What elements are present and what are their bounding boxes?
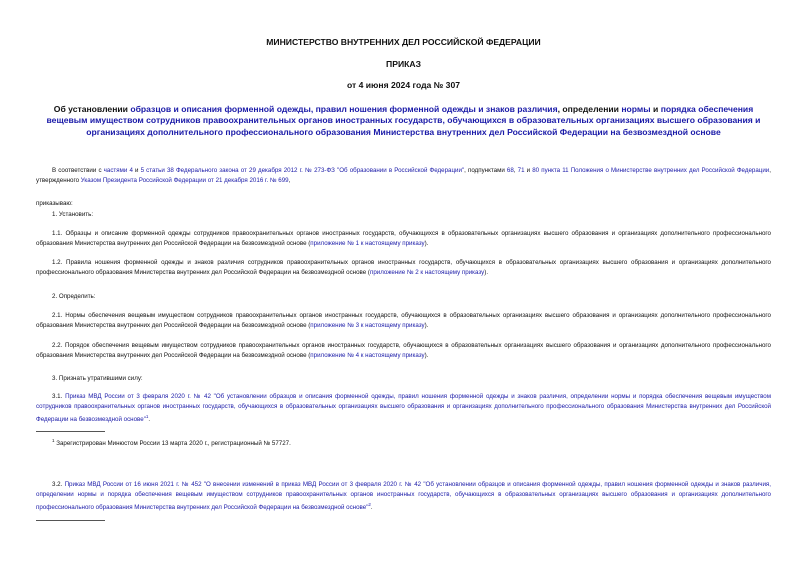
link-subpoint-71[interactable]: 71 — [517, 167, 525, 174]
footnote-divider — [36, 431, 105, 432]
footnote-divider-2 — [36, 520, 105, 521]
text: ). — [424, 240, 429, 248]
link-subpoint-68[interactable]: 68 — [506, 167, 514, 174]
footnote-text: Зарегистрирован Минюстом России 13 марта 2020 г., регистрационный № 57727. — [54, 440, 291, 448]
paragraph-3-2 — [36, 480, 771, 514]
link-appendix-4[interactable]: приложение № 4 к настоящему приказу — [310, 352, 425, 360]
title-link-procedure[interactable]: порядка обеспечения вещевым имуществом сотрудников правоохранительных органов иностранных государств, обучающихся в образовательных организациях высшего образования и организациях дополнительного профессионального образования Министерства внутренних дел Российской Федерации на безвозмездной основе — [46, 104, 761, 137]
section-1-heading: 1. Установить: — [52, 211, 94, 218]
link-appendix-1[interactable]: приложение № 1 к настоящему приказу — [310, 240, 425, 248]
paragraph-1-2 — [36, 258, 771, 278]
title-link-samples[interactable]: образцов и описания форменной одежды, правил ношения форменной одежды и знаков различия — [130, 104, 558, 114]
paragraph-2-1 — [36, 311, 771, 331]
link-order-42[interactable]: Приказ МВД России от 3 февраля 2020 г. № 42 "Об установлении образцов и описания форменной одежды, правил ношения форменной одежды и знаков различия, определении нормы и порядка обеспечения вещевым имуществом сотрудников правоохранительных органов иностранных государств, обучающихся в образовательных организациях высшего образования и организациях дополнительного профессионального образования Министерства внутренних дел Российской Федерации на безвозмездной основе" — [36, 393, 771, 424]
text: 1.2. Правила ношения форменной одежды и знаков различия сотрудников правоохранительных органов иностранных государств, обучающихся в образовательных организациях высшего образования и организациях дополнительного профессионального образования Министерства внутренних дел Российской Федерации на безвозмездной основе ( — [36, 259, 771, 277]
footnote-1 — [52, 436, 291, 449]
text: 1.1. Образцы и описание форменной одежды сотрудников правоохранительных органов иностранных государств, обучающихся в образовательных организациях высшего образования и организациях дополнительного профессионального образования Министерства внутренних дел Российской Федерации на безвозмездной основе ( — [36, 230, 771, 248]
link-order-452[interactable]: Приказ МВД России от 16 июня 2021 г. № 452 "О внесении изменений в приказ МВД России от 3 февраля 2020 г. № 42 "Об установлении образцов и описания форменной одежды, правил ношения форменной одежды и знаков различия, определении нормы и порядка обеспечения вещевым имуществом сотрудников правоохранительных органов иностранных государств, обучающихся в образовательных организациях высшего образования и организациях дополнительного профессионального образования Министерства внутренних дел Российской Федерации на безвозмездной основе" — [36, 481, 771, 512]
text: ). — [424, 322, 429, 330]
text: 3.1. — [52, 393, 66, 400]
text: ). — [484, 269, 489, 277]
title-link-norm[interactable]: нормы — [621, 104, 651, 114]
title-text: Об установлении — [53, 104, 131, 114]
document-title — [36, 104, 771, 138]
text: . — [148, 416, 151, 424]
text: 3.2. — [52, 481, 65, 488]
link-regulation[interactable]: 80 пункта 11 Положения о Министерстве внутренних дел Российской Федерации — [532, 167, 770, 174]
link-law-parts[interactable]: частями 4 — [103, 167, 133, 174]
link-appendix-2[interactable]: приложение № 2 к настоящему приказу — [369, 269, 485, 277]
ministry-heading: МИНИСТЕРСТВО ВНУТРЕННИХ ДЕЛ РОССИЙСКОЙ ФЕДЕРАЦИИ — [266, 37, 541, 47]
footnote-ref-1[interactable]: 1 — [145, 414, 149, 420]
paragraph-1-1 — [36, 229, 771, 249]
text: , утвержденного — [36, 167, 771, 185]
text: , подпунктами — [464, 167, 507, 174]
title-text: и — [650, 104, 661, 114]
text: и — [132, 167, 141, 174]
title-text: , определении — [557, 104, 622, 114]
order-verb: приказываю: — [36, 200, 73, 207]
preamble-paragraph — [36, 166, 771, 186]
text: 2.2. Порядок обеспечения вещевым имуществом сотрудников правоохранительных органов иностранных государств, обучающихся в образовательных организациях высшего образования и организациях дополнительного профессионального образования Министерства внутренних дел Российской Федерации на безвозмездной основе ( — [36, 342, 771, 360]
order-heading: ПРИКАЗ — [386, 59, 421, 69]
section-3-heading: 3. Признать утратившими силу: — [52, 375, 143, 382]
text: В соответствии с — [52, 167, 104, 174]
text: , — [513, 167, 518, 174]
footnote-marker: 1 — [52, 438, 55, 443]
order-date: от 4 июня 2024 года № 307 — [346, 80, 461, 90]
link-decree[interactable]: Указом Президента Российской Федерации от 21 декабря 2016 г. № 699 — [80, 177, 289, 185]
link-appendix-3[interactable]: приложение № 3 к настоящему приказу — [310, 322, 425, 330]
text: и — [524, 167, 533, 174]
link-law-article[interactable]: 5 статьи 38 Федерального закона от 29 декабря 2012 г. № 273-ФЗ "Об образовании в Российской Федерации" — [140, 167, 465, 174]
text: 2.1. Нормы обеспечения вещевым имуществом сотрудников правоохранительных органов иностранных государств, обучающихся в образовательных организациях высшего образования и организациях дополнительного профессионального образования Министерства внутренних дел Российской Федерации на безвозмездной основе ( — [36, 312, 771, 330]
footnote-ref-2[interactable]: 2 — [368, 502, 371, 508]
text: , — [288, 177, 291, 185]
text: ). — [424, 352, 429, 360]
section-2-heading: 2. Определить: — [52, 293, 96, 300]
paragraph-3-1 — [36, 392, 771, 426]
paragraph-2-2 — [36, 341, 771, 361]
text: . — [370, 504, 373, 512]
